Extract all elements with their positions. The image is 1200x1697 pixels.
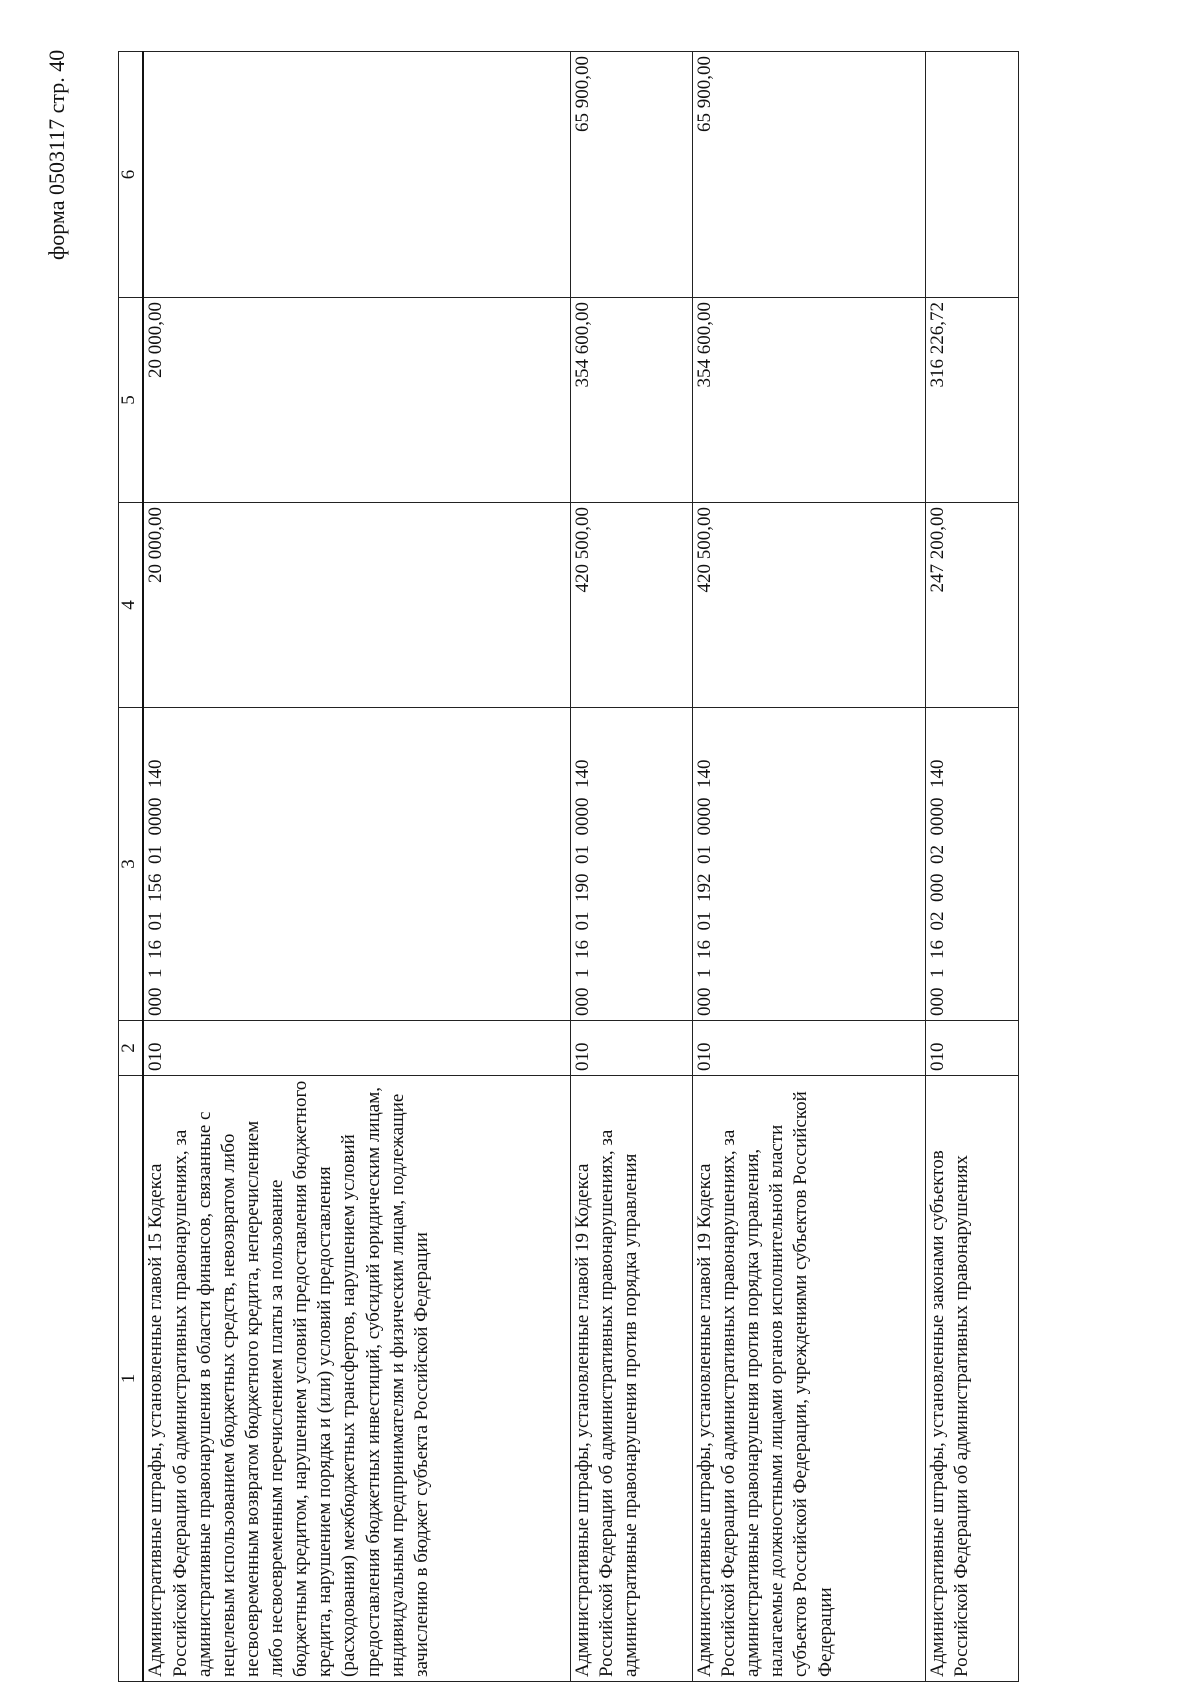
value-cell-col6 [143,52,570,298]
value-cell-col6: 65 900,00 [570,52,692,298]
income-table [118,51,1019,1682]
value-cell-col6: 65 900,00 [692,52,925,298]
line-code-cell: 010 [570,1021,692,1076]
income-name-cell: Административные штрафы, установленные законами субъектов Российской Федерации об административных правонарушениях [925,1076,1018,1682]
income-code-cell: 000 1 16 01 192 01 0000 140 [692,708,925,1021]
value-cell-col4: 20 000,00 [143,503,570,708]
table-row [925,52,1018,1682]
income-name-cell: Административные штрафы, установленные главой 15 Кодекса Российской Федерации об административных правонарушениях, за административные правонарушения в области финансов, связанные с нецелевым использованием бюджетных средств, невозвратом либо несвоевременным возвратом бюджетного кредита, неперечислением либо несвоевременным перечислением платы за пользование бюджетным кредитом, нарушением условий предоставления бюджетного кредита, нарушением порядка и (или) условий предоставления (расходования) межбюджетных трансфертов, нарушением условий предоставления бюджетных инвестиций, субсидий юридическим лицам, индивидуальным предпринимателям и физическим лицам, подлежащие зачислению в бюджет субъекта Российской Федерации [143,1076,570,1682]
table-row [143,52,570,1682]
value-cell-col4: 420 500,00 [570,503,692,708]
column-number: 4 [119,503,144,708]
form-reference: форма 0503117 стр. 40 [44,49,69,260]
value-cell-col5: 20 000,00 [143,298,570,503]
line-code-cell: 010 [692,1021,925,1076]
value-cell-col5: 354 600,00 [692,298,925,503]
table-row [692,52,925,1682]
income-name-cell: Административные штрафы, установленные главой 19 Кодекса Российской Федерации об административных правонарушениях, за административные правонарушения против порядка управления [570,1076,692,1682]
income-code-cell: 000 1 16 01 156 01 0000 140 [143,708,570,1021]
table-row [570,52,692,1682]
line-code-cell: 010 [925,1021,1018,1076]
line-code-cell: 010 [143,1021,570,1076]
column-number: 2 [119,1021,144,1076]
value-cell-col4: 247 200,00 [925,503,1018,708]
column-number-row [119,52,144,1682]
column-number: 5 [119,298,144,503]
value-cell-col5: 316 226,72 [925,298,1018,503]
value-cell-col4: 420 500,00 [692,503,925,708]
column-number: 1 [119,1076,144,1682]
column-number: 3 [119,708,144,1021]
income-code-cell: 000 1 16 01 190 01 0000 140 [570,708,692,1021]
value-cell-col6 [925,52,1018,298]
income-code-cell: 000 1 16 02 000 02 0000 140 [925,708,1018,1021]
value-cell-col5: 354 600,00 [570,298,692,503]
column-number: 6 [119,52,144,298]
income-name-cell: Административные штрафы, установленные главой 19 Кодекса Российской Федерации об административных правонарушениях, за административные правонарушения против порядка управления, налагаемые должностными лицами органов исполнительной власти субъектов Российской Федерации, учреждениями субъектов Российской Федерации [692,1076,925,1682]
